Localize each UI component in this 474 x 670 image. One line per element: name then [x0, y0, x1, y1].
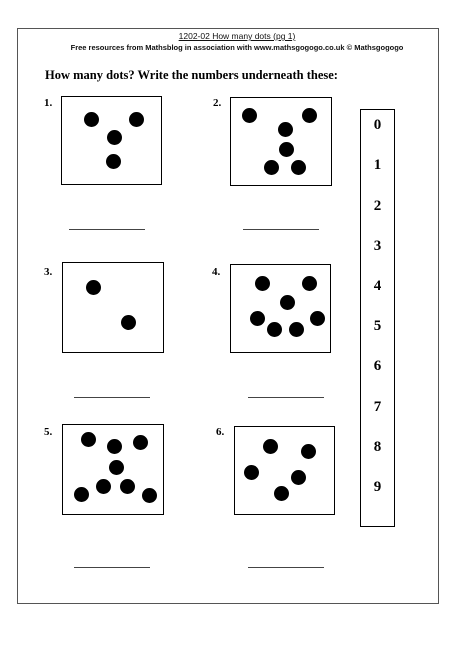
dot [291, 160, 306, 175]
dot [310, 311, 325, 326]
number-strip-0: 0 [373, 117, 382, 133]
worksheet-subtitle: Free resources from Mathsblog in association with www.mathsgogogo.co.uk © Mathsgogogo [70, 43, 404, 52]
number-strip-5: 5 [373, 318, 382, 334]
dot [129, 112, 144, 127]
instruction-text: How many dots? Write the numbers underneath these: [45, 68, 338, 82]
dot [280, 295, 295, 310]
worksheet-title: 1202-02 How many dots (pg 1) [178, 31, 296, 41]
number-strip [360, 109, 395, 527]
question-2-number: 2. [213, 97, 222, 109]
question-6-number: 6. [216, 426, 225, 438]
number-strip-6: 6 [373, 358, 382, 374]
dot [84, 112, 99, 127]
question-4-dot-box [230, 264, 331, 353]
number-strip-4: 4 [373, 278, 382, 294]
dot [250, 311, 265, 326]
number-strip-7: 7 [373, 399, 382, 415]
dot [291, 470, 306, 485]
dot [264, 160, 279, 175]
question-4-number: 4. [212, 266, 221, 278]
dot [96, 479, 111, 494]
question-6-dot-box [234, 426, 335, 515]
dot [109, 460, 124, 475]
dot [107, 439, 122, 454]
question-4-answer-line[interactable] [248, 397, 324, 398]
dot [302, 276, 317, 291]
number-strip-1: 1 [373, 157, 382, 173]
dot [278, 122, 293, 137]
dot [142, 488, 157, 503]
question-2-dot-box [230, 97, 332, 186]
dot [133, 435, 148, 450]
dot [244, 465, 259, 480]
number-strip-9: 9 [373, 479, 382, 495]
dot [120, 479, 135, 494]
question-5-number: 5. [44, 426, 53, 438]
question-1-number: 1. [44, 97, 53, 109]
dot [107, 130, 122, 145]
dot [301, 444, 316, 459]
dot [263, 439, 278, 454]
dot [106, 154, 121, 169]
question-3-number: 3. [44, 266, 53, 278]
dot [289, 322, 304, 337]
dot [242, 108, 257, 123]
question-3-dot-box [62, 262, 164, 353]
dot [274, 486, 289, 501]
question-5-answer-line[interactable] [74, 567, 150, 568]
dot [302, 108, 317, 123]
question-6-answer-line[interactable] [248, 567, 324, 568]
dot [279, 142, 294, 157]
dot [267, 322, 282, 337]
dot [255, 276, 270, 291]
dot [81, 432, 96, 447]
question-2-answer-line[interactable] [243, 229, 319, 230]
number-strip-2: 2 [373, 198, 382, 214]
number-strip-3: 3 [373, 238, 382, 254]
dot [121, 315, 136, 330]
question-1-answer-line[interactable] [69, 229, 145, 230]
question-1-dot-box [61, 96, 162, 185]
dot [86, 280, 101, 295]
question-5-dot-box [62, 424, 164, 515]
number-strip-8: 8 [373, 439, 382, 455]
dot [74, 487, 89, 502]
question-3-answer-line[interactable] [74, 397, 150, 398]
